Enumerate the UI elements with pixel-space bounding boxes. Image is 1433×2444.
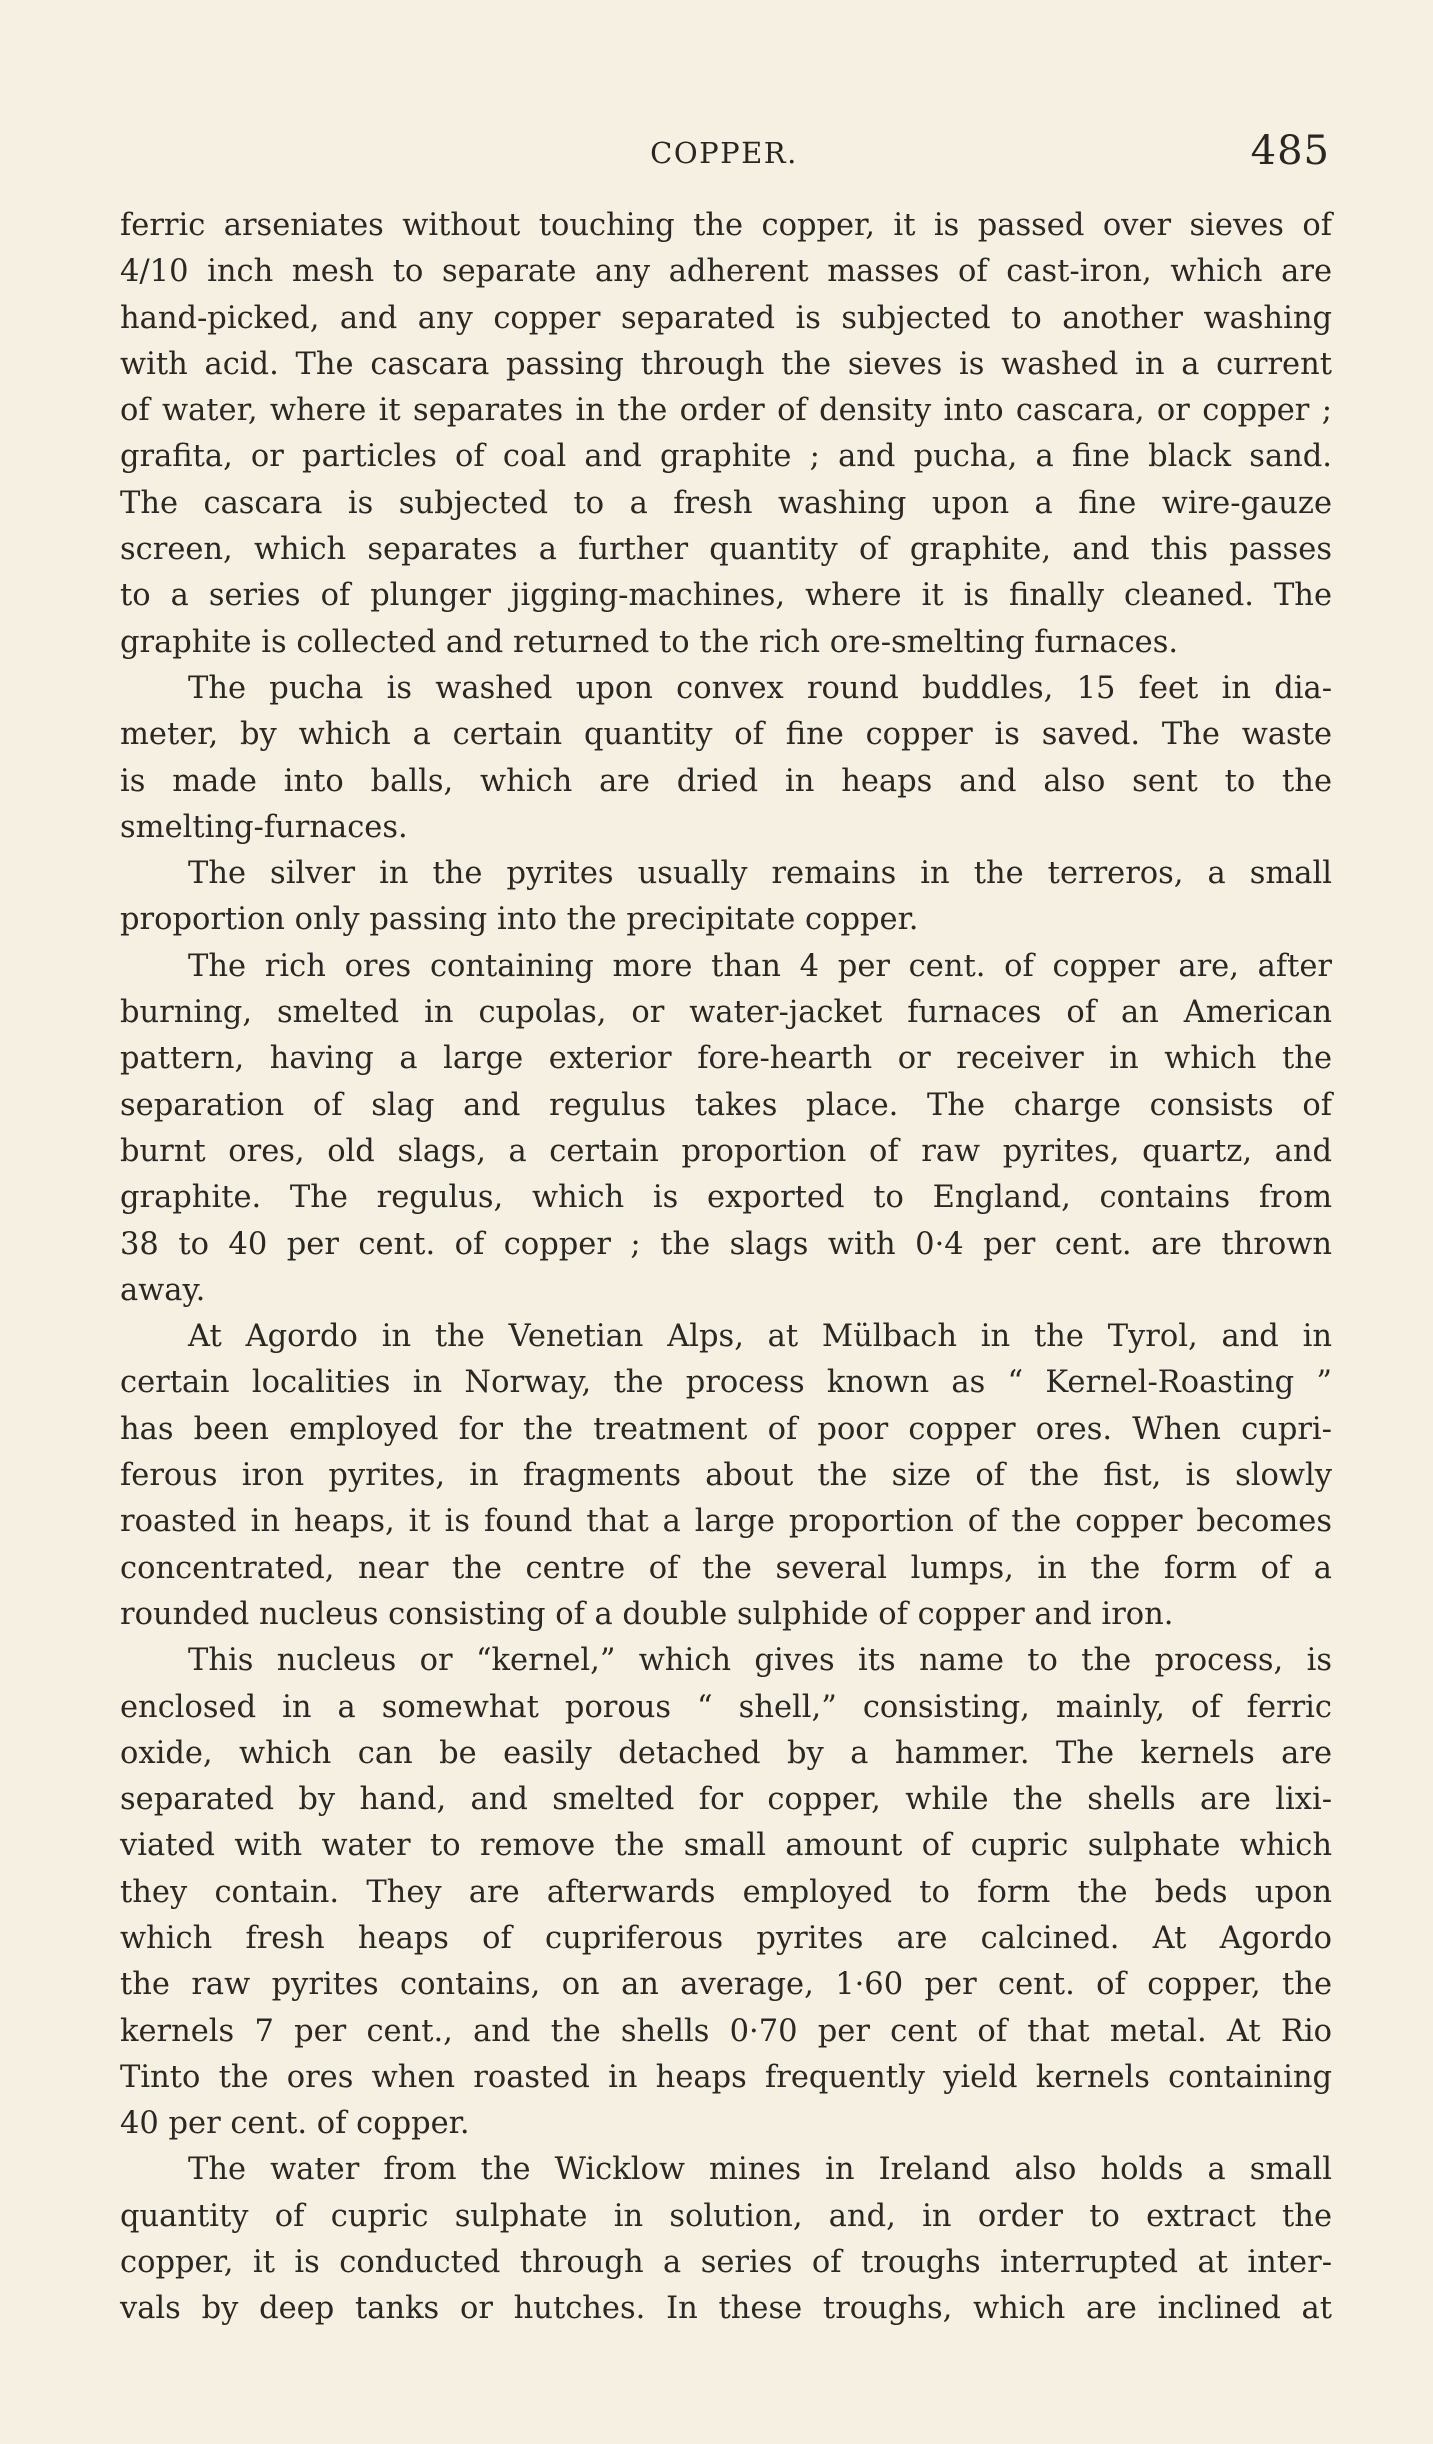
text-line: certain localities in Norway, the process known as “ Kernel-Roasting ” [120,1365,1332,1401]
text-line: to a series of plunger jigging-machines, where it is finally cleaned. The [120,578,1332,614]
text-line: vals by deep tanks or hutches. In these troughs, which are inclined at [120,2291,1332,2327]
text-line: away. [120,1272,206,1308]
text-line: copper, it is conducted through a series of troughs interrupted at inter- [120,2245,1332,2281]
text-line: The water from the Wicklow mines in Ireland also holds a small [188,2152,1332,2188]
text-line: ferous iron pyrites, in fragments about the size of the fist, is slowly [120,1458,1332,1494]
text-line: graphite is collected and returned to the rich ore-smelting furnaces. [120,624,1179,660]
text-line: with acid. The cascara passing through the sieves is washed in a current [120,346,1332,382]
text-line: Tinto the ores when roasted in heaps frequently yield kernels containing [120,2059,1332,2095]
body-text [120,203,1332,2333]
text-line: they contain. They are afterwards employed to form the beds upon [120,1874,1332,1910]
text-line: smelting-furnaces. [120,809,408,845]
text-line: This nucleus or “kernel,” which gives its name to the process, is [188,1643,1332,1679]
running-head: COPPER. [650,136,798,170]
text-line: concentrated, near the centre of the several lumps, in the form of a [120,1550,1332,1586]
text-line: the raw pyrites contains, on an average, 1·60 per cent. of copper, the [120,1967,1332,2003]
paragraph [120,1314,1332,1638]
text-line: quantity of cupric sulphate in solution, and, in order to extract the [120,2198,1332,2234]
text-line: 40 per cent. of copper. [120,2106,470,2142]
text-line: kernels 7 per cent., and the shells 0·70 per cent of that metal. At Rio [120,2013,1332,2049]
text-line: roasted in heaps, it is found that a large proportion of the copper becomes [120,1504,1332,1540]
paragraph [120,1638,1332,2147]
text-line: The silver in the pyrites usually remains in the terreros, a small [188,856,1332,892]
text-line: enclosed in a somewhat porous “ shell,” consisting, mainly, of ferric [120,1689,1332,1725]
text-line: At Agordo in the Venetian Alps, at Mülbach in the Tyrol, and in [188,1319,1332,1355]
text-line: proportion only passing into the precipitate copper. [120,902,919,938]
text-line: meter, by which a certain quantity of fine copper is saved. The waste [120,717,1332,753]
text-line: The cascara is subjected to a fresh washing upon a fine wire-gauze [120,485,1332,521]
text-line: ferric arseniates without touching the copper, it is passed over sieves of [120,208,1332,243]
text-line: which fresh heaps of cupriferous pyrites are calcined. At Agordo [120,1920,1332,1956]
text-line: has been employed for the treatment of poor copper ores. When cupri- [120,1411,1332,1447]
paragraph [120,666,1332,851]
text-line: hand-picked, and any copper separated is subjected to another washing [120,300,1332,336]
text-line: screen, which separates a further quantity of graphite, and this passes [120,532,1332,568]
text-line: rounded nucleus consisting of a double sulphide of copper and iron. [120,1596,1174,1632]
text-line: burning, smelted in cupolas, or water-jacket furnaces of an American [120,995,1332,1031]
page-header [118,128,1330,178]
text-line: pattern, having a large exterior fore-hearth or receiver in which the [120,1041,1332,1077]
text-line: is made into balls, which are dried in heaps and also sent to the [120,763,1332,799]
text-line: grafita, or particles of coal and graphite ; and pucha, a fine black sand. [120,439,1332,475]
text-line: of water, where it separates in the order of density into cascara, or copper ; [120,393,1332,429]
page-number: 485 [1250,128,1330,174]
paragraph [120,203,1332,666]
text-line: oxide, which can be easily detached by a hammer. The kernels are [120,1735,1332,1771]
paragraph [120,851,1332,944]
paragraph [120,2147,1332,2332]
text-line: separation of slag and regulus takes place. The charge consists of [120,1087,1332,1123]
text-line: separated by hand, and smelted for copper, while the shells are lixi- [120,1782,1332,1818]
text-line: 4/10 inch mesh to separate any adherent masses of cast-iron, which are [120,254,1332,290]
text-line: burnt ores, old slags, a certain proportion of raw pyrites, quartz, and [120,1133,1332,1169]
text-line: graphite. The regulus, which is exported to England, contains from [120,1180,1332,1216]
text-line: 38 to 40 per cent. of copper ; the slags with 0·4 per cent. are thrown [120,1226,1332,1262]
text-line: The pucha is washed upon convex round buddles, 15 feet in dia- [188,670,1332,706]
paragraph [120,944,1332,1314]
text-line: The rich ores containing more than 4 per cent. of copper are, after [188,948,1332,984]
text-line: viated with water to remove the small amount of cupric sulphate which [120,1828,1332,1864]
